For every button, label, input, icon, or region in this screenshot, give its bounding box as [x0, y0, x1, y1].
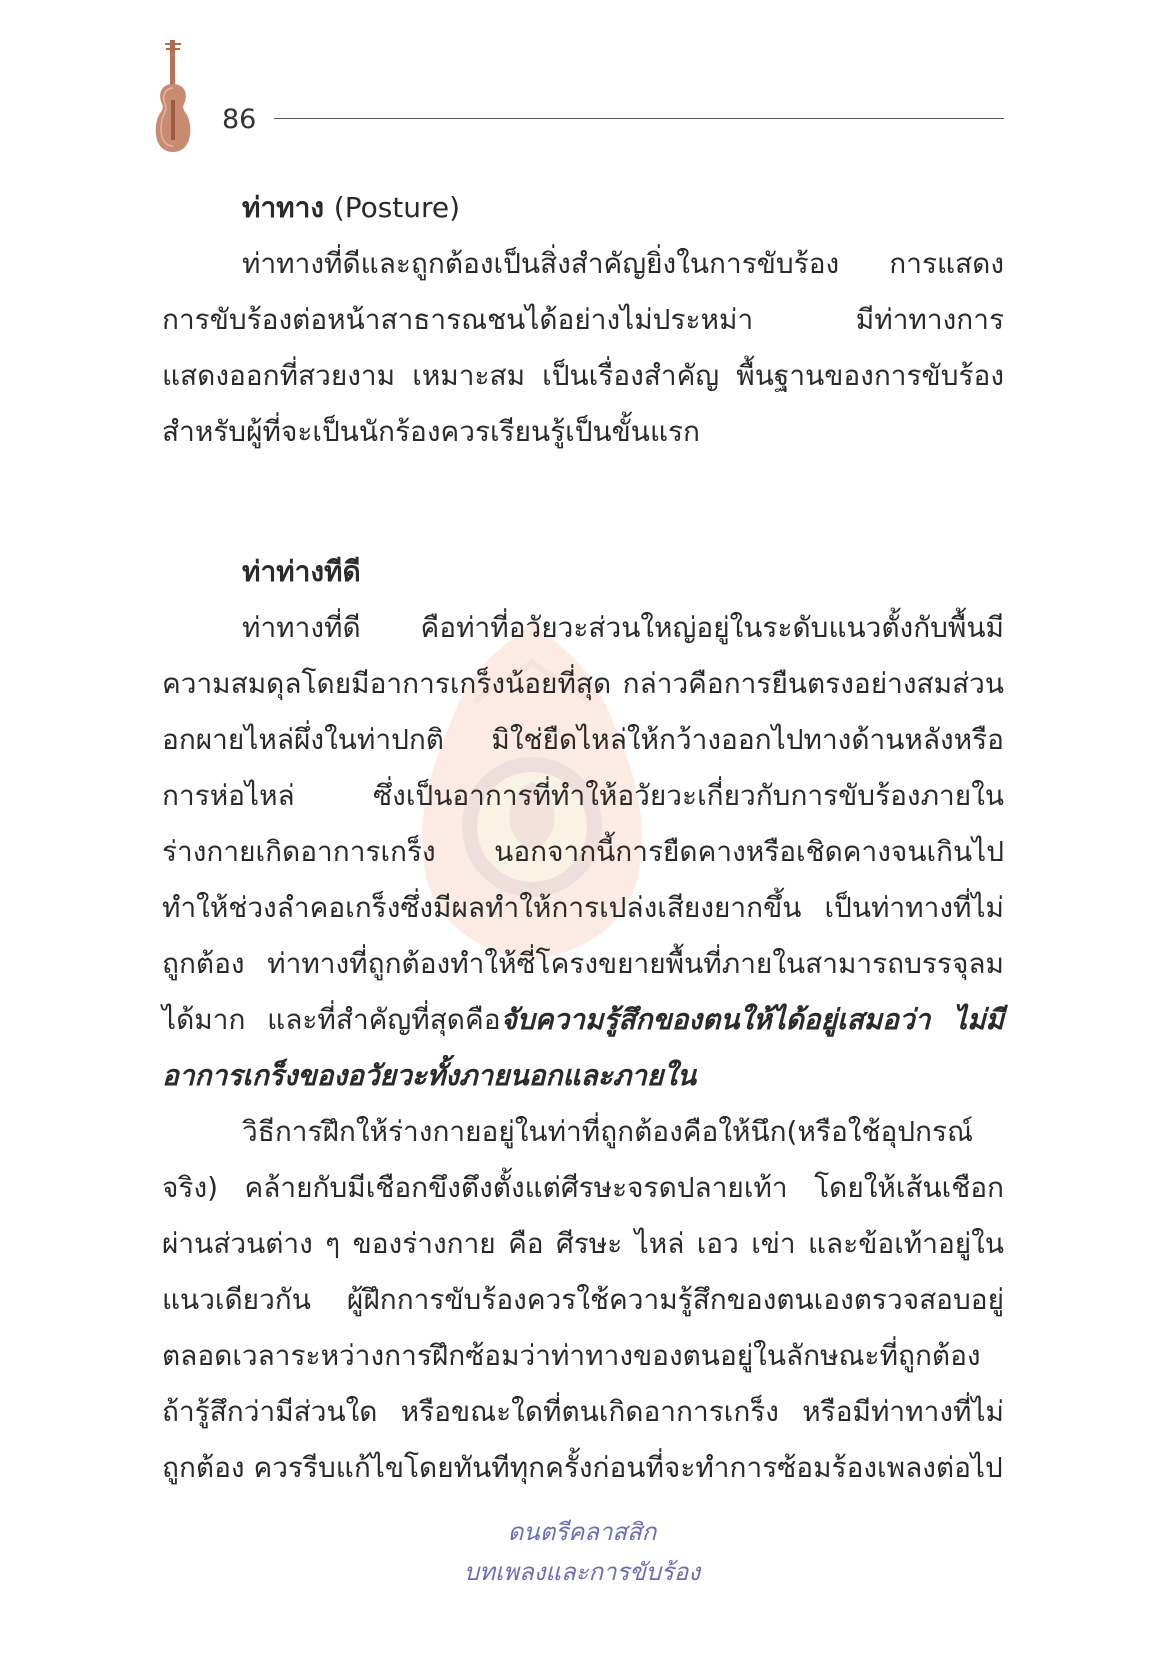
paragraph-emphasis: จับความรู้สึกของตนให้ได้อยู่เสมอว่า ไม่มีอาการเกร็งของอวัยวะทั้งภายนอกและภายใน	[162, 1003, 1004, 1092]
violin-icon	[150, 40, 196, 160]
paragraph-good-posture-text: ท่าทางที่ดี คือท่าที่อวัยวะส่วนใหญ่อยู่ในระดับแนวตั้งกับพื้นมีความสมดุลโดยมีอาการเกร็งน้อยที่สุด กล่าวคือการยืนตรงอย่างสมส่วน อกผายไหล่ผึ่งในท่าปกติ มิใช่ยืดไหล่ให้กว้างออกไปทางด้านหลังหรือการห่อไหล่ ซึ่งเป็นอาการที่ทำให้อวัยวะเกี่ยวกับการขับร้องภายในร่างกายเกิดอาการเกร็ง นอกจากนี้การยืดคางหรือเชิดคางจนเกินไปทำให้ช่วงลำคอเกร็งซึ่งมีผลทำให้การเปล่งเสียงยากขึ้น เป็นท่าทางที่ไม่ถูกต้อง ท่าทางที่ถูกต้องทำให้ซี่โครงขยายพื้นที่ภายในสามารถบรรจุลม ได้มาก และที่สำคัญที่สุดคือ	[162, 611, 1004, 1036]
footer-book-title: ดนตรีคลาสสิก	[507, 1518, 657, 1546]
heading-thai: ท่าทาง	[242, 191, 325, 224]
paragraph-training-method: วิธีการฝึกให้ร่างกายอยู่ในท่าที่ถูกต้องคือให้นึก(หรือใช้อุปกรณ์จริง) คล้ายกับมีเชือกขึงตึงตั้งแต่ศีรษะจรดปลายเท้า โดยให้เส้นเชือกผ่านส่วนต่าง ๆ ของร่างกาย คือ ศีรษะ ไหล่ เอว เข่า และข้อเท้าอยู่ในแนวเดียวกัน ผู้ฝึกการขับร้องควรใช้ความรู้สึกของตนเองตรวจสอบอยู่ตลอดเวลาระหว่างการฝึกซ้อมว่าท่าทางของตนอยู่ในลักษณะที่ถูกต้อง ถ้ารู้สึกว่ามีส่วนใด หรือขณะใดที่ตนเกิดอาการเกร็ง หรือมีท่าทางที่ไม่ถูกต้อง ควรรีบแก้ไขโดยทันทีทุกครั้งก่อนที่จะทำการซ้อมร้องเพลงต่อไป	[162, 1115, 1004, 1484]
section-heading-posture	[162, 180, 1004, 236]
footer-book-subtitle: บทเพลงและการขับร้อง	[463, 1558, 701, 1586]
section-spacer	[162, 460, 1004, 544]
paragraph-good-posture	[162, 600, 1004, 1104]
header-rule	[274, 118, 1004, 119]
page-number: 86	[222, 104, 257, 135]
heading-english: (Posture)	[333, 191, 461, 224]
section-heading-good-posture: ท่าท่างทีดี	[242, 555, 361, 588]
main-content	[162, 180, 1004, 1496]
paragraph-posture-intro: ท่าทางที่ดีและถูกต้องเป็นสิ่งสำคัญยิ่งในการขับร้อง การแสดงการขับร้องต่อหน้าสาธารณชนได้อย่างไม่ประหม่า มีท่าทางการแสดงออกที่สวยงาม เหมาะสม เป็นเรื่องสำคัญ พื้นฐานของการขับร้องสำหรับผู้ที่จะเป็นนักร้องควรเรียนรู้เป็นขั้นแรก	[162, 247, 1004, 448]
